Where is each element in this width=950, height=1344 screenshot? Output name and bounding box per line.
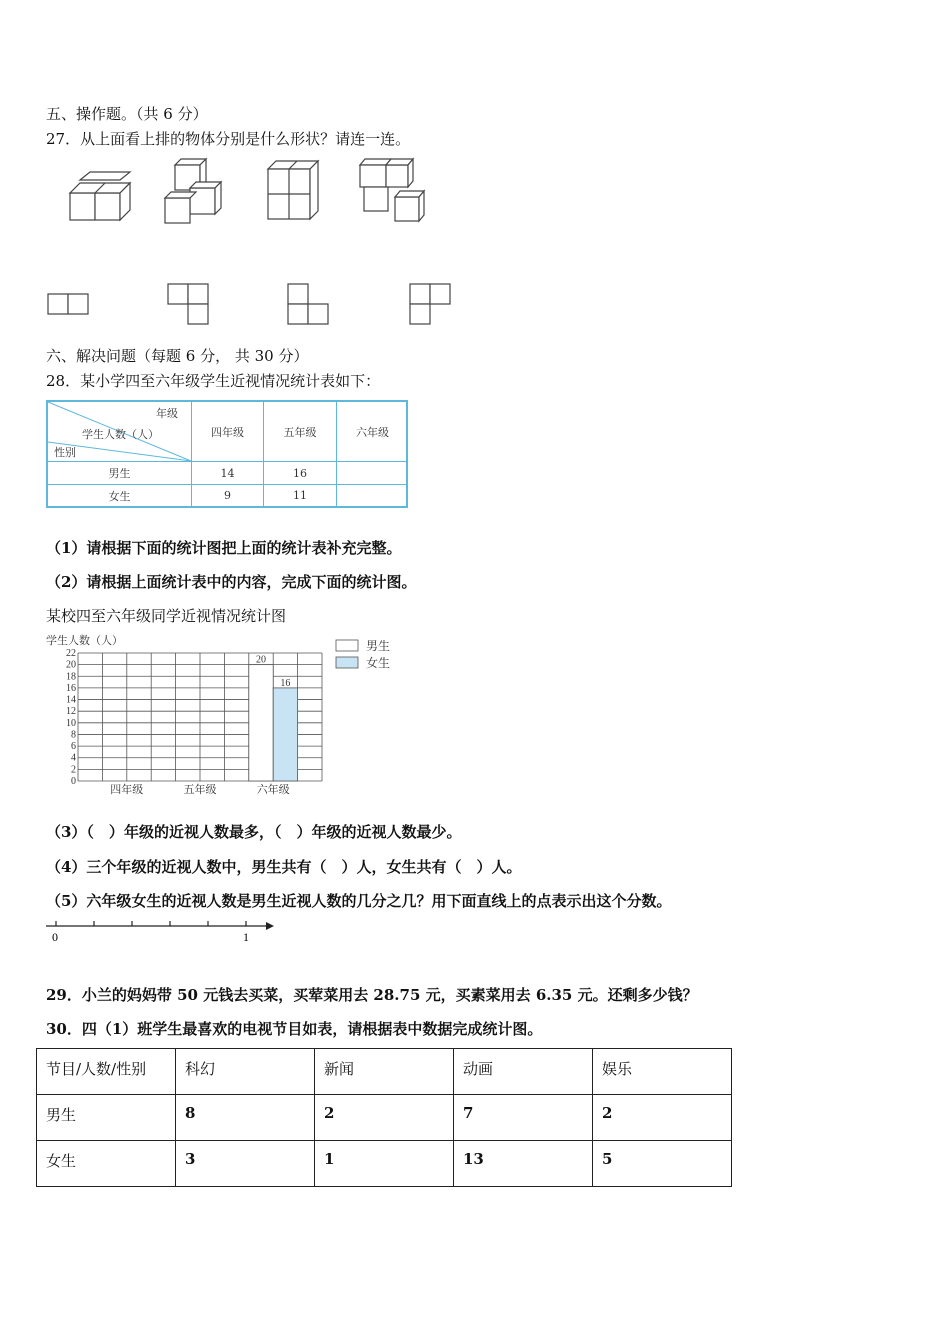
header-gender: 性别 — [54, 446, 76, 459]
header-scifi: 科幻 — [176, 1049, 315, 1095]
chart-ylabel: 学生人数（人） — [46, 635, 123, 647]
col-grade4: 四年级 — [211, 425, 244, 439]
cube-figure-4 — [360, 159, 424, 221]
cube-figure-3 — [268, 161, 318, 219]
table-row — [37, 1141, 732, 1187]
legend-swatch — [336, 657, 358, 668]
bar-boys — [249, 665, 273, 781]
y-tick-label: 2 — [71, 764, 76, 776]
q28-part1: （1）请根据下面的统计图把上面的统计表补充完整。 — [46, 539, 402, 557]
cell-girls-grade5: 11 — [293, 489, 307, 502]
q28-part5: （5）六年级女生的近视人数是男生近视人数的几分之几？用下面直线上的点表示出这个分数。 — [46, 892, 672, 910]
top-view-figures — [48, 282, 458, 327]
y-tick-label: 16 — [66, 682, 76, 694]
cell-value: 2 — [315, 1095, 454, 1141]
table-row — [37, 1049, 732, 1095]
y-tick-label: 8 — [71, 729, 76, 741]
bar-girls — [273, 688, 297, 781]
cell-value: 7 — [454, 1095, 593, 1141]
col-grade6: 六年级 — [356, 425, 389, 439]
row-label-girls: 女生 — [37, 1141, 176, 1187]
question-27: 27．从上面看上排的物体分别是什么形状？请连一连。 — [46, 130, 411, 148]
col-grade5: 五年级 — [283, 425, 317, 439]
table-row — [37, 1095, 732, 1141]
question-30: 30．四（1）班学生最喜欢的电视节目如表，请根据表中数据完成统计图。 — [46, 1020, 543, 1038]
myopia-bar-chart — [40, 630, 420, 805]
cell-value: 2 — [593, 1095, 732, 1141]
number-line-zero: 0 — [52, 930, 58, 944]
number-line[interactable] — [44, 918, 276, 948]
chart-title: 某校四至六年级同学近视情况统计图 — [46, 607, 287, 625]
section5-heading: 五、操作题。（共 6 分） — [46, 105, 208, 123]
q28-part4: （4）三个年级的近视人数中，男生共有（ ）人，女生共有（ ）人。 — [46, 858, 522, 876]
question-29: 29．小兰的妈妈带 50 元钱去买菜，买荤菜用去 28.75 元，买素菜用去 6.35 元。还剩多少钱？ — [46, 986, 698, 1004]
number-line-one: 1 — [243, 930, 249, 944]
myopia-table — [46, 400, 408, 508]
header-news: 新闻 — [315, 1049, 454, 1095]
cube-figure-2 — [165, 159, 221, 223]
cell-girls-grade4: 9 — [224, 489, 231, 502]
y-tick-label: 6 — [71, 741, 76, 753]
y-tick-label: 10 — [66, 717, 76, 729]
x-tick-label: 五年级 — [183, 784, 217, 796]
top-view-1 — [48, 294, 88, 314]
tv-program-table — [36, 1048, 732, 1187]
header-grade: 年级 — [156, 407, 178, 420]
row-label-boys: 男生 — [37, 1095, 176, 1141]
y-tick-label: 18 — [66, 671, 76, 683]
bar-data-label: 20 — [256, 654, 266, 666]
q28-part2: （2）请根据上面统计表中的内容，完成下面的统计图。 — [46, 573, 417, 591]
cell-value: 13 — [454, 1141, 593, 1187]
cell-value: 5 — [593, 1141, 732, 1187]
cell-girls-grade6[interactable] — [337, 485, 408, 506]
header-entertainment: 娱乐 — [593, 1049, 732, 1095]
cell-value: 1 — [315, 1141, 454, 1187]
top-view-2 — [168, 284, 208, 324]
section6-heading: 六、解决问题（每题 6 分， 共 30 分） — [46, 347, 309, 365]
row-girls-label: 女生 — [108, 489, 131, 503]
top-view-3 — [288, 284, 328, 324]
legend-label: 男生 — [366, 639, 391, 653]
y-tick-label: 0 — [71, 776, 76, 787]
top-view-4 — [410, 284, 450, 324]
legend-swatch — [336, 640, 358, 651]
cube-figures — [60, 155, 440, 235]
y-tick-label: 4 — [71, 752, 76, 764]
header-count: 学生人数（人） — [82, 428, 159, 441]
cell-boys-grade6[interactable] — [337, 462, 408, 484]
q28-part3: （3）（ ）年级的近视人数最多，（ ）年级的近视人数最少。 — [46, 823, 462, 841]
y-tick-label: 14 — [66, 694, 76, 706]
y-tick-label: 22 — [66, 648, 76, 659]
legend-label: 女生 — [366, 656, 391, 670]
y-tick-label: 20 — [66, 659, 76, 671]
y-tick-label: 12 — [66, 706, 76, 718]
x-tick-label: 六年级 — [256, 784, 290, 796]
header-program: 节目/人数/性别 — [37, 1049, 176, 1095]
cube-figure-1 — [70, 172, 130, 220]
cell-boys-grade5: 16 — [293, 466, 307, 480]
question-28: 28．某小学四至六年级学生近视情况统计表如下： — [46, 372, 381, 390]
bar-data-label: 16 — [280, 677, 291, 689]
row-boys-label: 男生 — [108, 467, 131, 480]
cell-value: 3 — [176, 1141, 315, 1187]
x-tick-label: 四年级 — [110, 784, 144, 796]
cell-boys-grade4: 14 — [220, 466, 235, 480]
cell-value: 8 — [176, 1095, 315, 1141]
header-animation: 动画 — [454, 1049, 593, 1095]
